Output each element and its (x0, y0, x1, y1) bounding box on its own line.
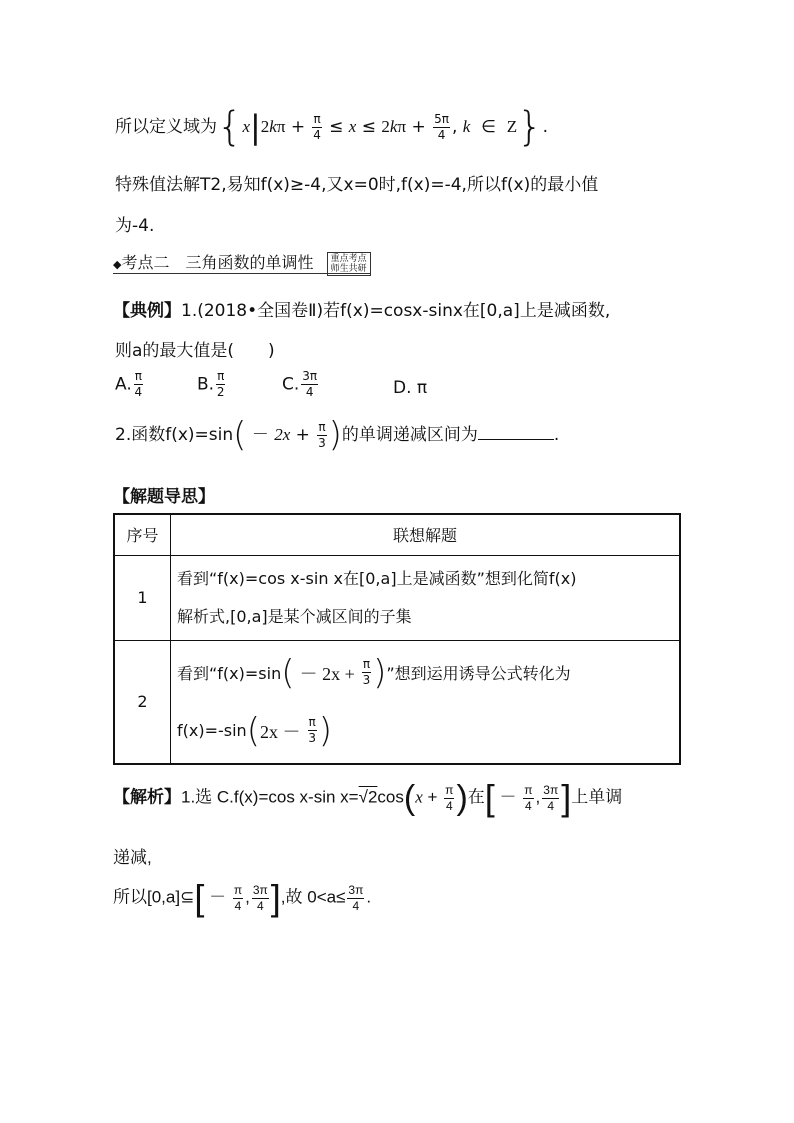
left-brace: { (217, 104, 243, 150)
question-2: 2.函数f(x)=sin( － 2x + $\frac{\pi}{3}$ )的单调递减区间为 . (115, 415, 560, 455)
analysis-line-1: 【解析】1.选 C.f(x)=cos x-sin x=√2cos(x + $\frac{\pi}{4}$ )在[ － $\frac{\pi}{4}$ , $\frac{3\pi}{4}$ ]上单调 (113, 777, 623, 818)
diamond-icon: ◆ (113, 258, 122, 271)
table-row (114, 640, 680, 764)
answer-blank[interactable] (478, 425, 554, 440)
row-content: 看到“f(x)=sin ( － 2x + $\frac{\pi}{3}$ ) ”想到运用诱导公式转化为 f(x)=-sin ( 2x － $\frac{\pi}{3}$ ) (171, 640, 681, 764)
t16: . (542, 117, 548, 137)
option-a[interactable]: A. $\frac{\pi}{4}$ (115, 369, 143, 399)
guide-title: 【解题导思】 (113, 487, 215, 507)
t13: k (462, 117, 471, 136)
t6: x (348, 117, 357, 136)
example-line-2: 则a的最大值是( ) (115, 341, 275, 361)
min-value-line: 为-4. (115, 216, 155, 236)
header-idea: 联想解题 (171, 514, 681, 555)
t15: Z (506, 117, 518, 136)
t14: ∈ (481, 117, 496, 137)
option-c[interactable]: C. $\frac{3\pi}{4}$ (282, 369, 318, 399)
frac-pi-4: $\frac{\pi}{4}$ (313, 111, 321, 142)
t1: 2 (260, 117, 270, 136)
t11: + (411, 117, 426, 137)
header-no: 序号 (114, 514, 171, 555)
frac-5pi-4: $\frac{5\pi}{4}$ (434, 111, 449, 142)
table-row (114, 555, 680, 640)
set-var: x (242, 117, 250, 136)
key-point-badge: 重点考点 师生共研 (327, 252, 371, 276)
t2: k (269, 117, 277, 136)
table-header-row (114, 514, 680, 555)
row-content: 看到“f(x)=cos x-sin x在[0,a]上是减函数”想到化简f(x) 解析式,[0,a]是某个减区间的子集 (171, 555, 681, 640)
analysis-line-3: 所以[0,a]⊆[ － $\frac{\pi}{4}$ , $\frac{3\pi}{4}$ ],故 0<a≤ $\frac{3\pi}{4}$ . (113, 877, 372, 918)
section-heading (113, 250, 371, 276)
t4: + (290, 117, 306, 137)
analysis-line-2: 递减, (113, 848, 152, 867)
row-no: 1 (114, 555, 171, 640)
set-bar: | (250, 108, 261, 146)
domain-prefix: 所以定义域为 (115, 117, 217, 137)
t10: π (397, 117, 407, 136)
section-underline (113, 273, 371, 274)
t7: ≤ (361, 117, 376, 137)
domain-line (115, 104, 548, 150)
guide-table (113, 513, 681, 765)
right-brace: } (517, 104, 543, 150)
example-line (113, 296, 610, 321)
t3: π (276, 117, 286, 136)
example-tag: 【典例】 (113, 301, 181, 321)
t5: ≤ (329, 117, 344, 137)
t8: 2 (381, 117, 390, 136)
example-text: 1.(2018•全国卷Ⅱ)若f(x)=cosx-sinx在[0,a]上是减函数, (181, 301, 611, 321)
option-b[interactable]: B. $\frac{\pi}{2}$ (197, 369, 225, 399)
special-value-line: 特殊值法解T2,易知f(x)≥-4,又x=0时,f(x)=-4,所以f(x)的最小值 (115, 175, 599, 195)
t9: k (389, 117, 398, 136)
option-d[interactable]: D. π (393, 378, 428, 398)
t12: , (451, 117, 458, 137)
section-title: 考点二 三角函数的单调性 (121, 253, 314, 272)
row-no: 2 (114, 640, 171, 764)
analysis-tag: 【解析】 (113, 787, 181, 807)
